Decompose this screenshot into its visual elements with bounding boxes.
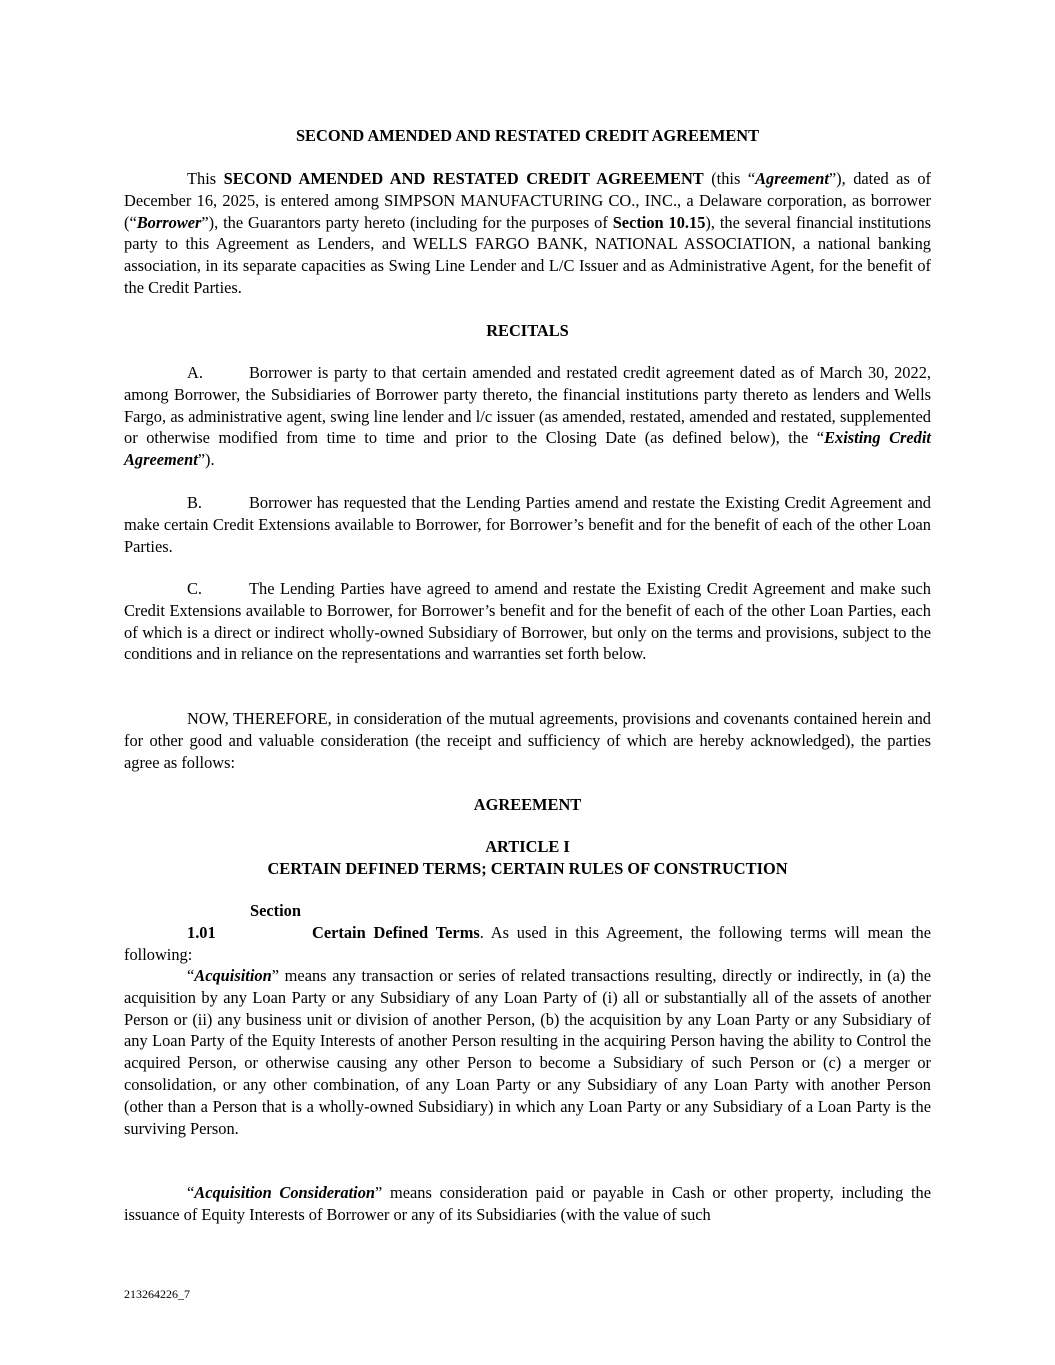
section-1-01 — [124, 900, 931, 965]
recital-a — [124, 362, 931, 471]
recital-c-text: The Lending Parties have agreed to amend and restate the Existing Credit Agreement and make such Credit Extensions available to Borrower, for Borrower’s benefit and for the benefit of each of the other Loan Parties, each of which is a direct or indirect wholly-owned Subsidiary of Borrower, but only on the terms and provisions, subject to the conditions and in reliance on the representations and warranties set forth below. — [124, 579, 931, 664]
intro-text-4: ”), the Guarantors party hereto (including for the purposes of — [201, 212, 613, 232]
article-heading: ARTICLE I — [485, 837, 570, 856]
section-number: Section 1.01 — [187, 901, 301, 942]
recital-b-text: Borrower has requested that the Lending Parties amend and restate the Existing Credit Agreement and make certain Credit Extensions available to Borrower, for Borrower’s benefit and for the benefit of each of the other Loan Parties. — [124, 493, 931, 556]
definition-acquisition-consideration — [124, 1182, 931, 1226]
def-acquisition-term: Acquisition — [194, 966, 272, 985]
recital-a-text: Borrower is party to that certain amended and restated credit agreement dated as of March 30, 2022, among Borrower, the Subsidiaries of Borrower party thereto, the financial institutions party thereto as lenders and Wells Fargo, as administrative agent, swing line lender and l/c issuer (as amended, restated, amended and restated, supplemented or otherwise modified from time to time and prior to the Closing Date (as defined below), the “ — [124, 363, 931, 448]
intro-text-3: ”), dated as of December 16, 2025, is entered among SIMPSON MANUFACTURING CO., INC., a Delaware corporation, as borrower (“ — [124, 169, 931, 232]
section-text: . As used in this Agreement, the following terms will mean the following: — [124, 922, 931, 964]
definition-acquisition — [124, 965, 931, 1139]
intro-defined-borrower: Borrower — [136, 212, 202, 232]
intro-paragraph — [124, 168, 931, 299]
recital-b-label: B. — [187, 493, 203, 512]
def-acq-consideration-text: ” means consideration paid or payable in Cash or other property, including the issuance of Equity Interests of Borrower or any of its Subsidiaries (with the value of such — [124, 1183, 931, 1224]
document-footer-id: 213264226_7 — [124, 1287, 190, 1301]
intro-section-ref: Section 10.15 — [612, 212, 706, 232]
section-title: Certain Defined Terms — [312, 922, 480, 942]
recital-b — [124, 492, 931, 557]
recital-a-closing: ”). — [197, 450, 215, 470]
intro-defined-agreement: Agreement — [755, 169, 829, 188]
def-acq-consideration-open-quote: “ — [187, 1183, 195, 1202]
def-acquisition-text: ” means any transaction or series of related transactions resulting, directly or indirectly, in (a) the acquisition by any Loan Party or any Subsidiary of any Loan Party of (i) all or substantially all of the assets of another Person or (ii) any business unit or division of another Person, (b) the acquisition by any Loan Party or any Subsidiary of any Loan Party of the Equity Interests of another Person resulting in the acquiring Person having the ability to Control the acquired Person, or otherwise causing any other Person to become a Subsidiary of such Person or (c) a merger or consolidation, or any other combination, of any Loan Party or any Subsidiary of any Loan Party with another Person (other than a Person that is a wholly-owned Subsidiary) in which any Loan Party or any Subsidiary of a Loan Party is the surviving Person. — [124, 966, 931, 1138]
intro-agreement-name: SECOND AMENDED AND RESTATED CREDIT AGREEMENT — [223, 169, 704, 188]
now-therefore-paragraph: NOW, THEREFORE, in consideration of the mutual agreements, provisions and covenants contained herein and for other good and valuable consideration (the receipt and sufficiency of which are hereby acknowledged), the parties agree as follows: — [124, 709, 931, 772]
recital-c — [124, 578, 931, 665]
intro-text-1: This — [187, 169, 224, 188]
recitals-heading: RECITALS — [486, 321, 569, 340]
def-acquisition-open-quote: “ — [187, 966, 195, 985]
article-title: CERTAIN DEFINED TERMS; CERTAIN RULES OF CONSTRUCTION — [267, 859, 788, 878]
document-title: SECOND AMENDED AND RESTATED CREDIT AGREEMENT — [295, 126, 760, 145]
agreement-heading: AGREEMENT — [473, 795, 582, 814]
recital-a-label: A. — [187, 363, 203, 382]
recital-a-defined-term: Existing Credit Agreement — [124, 428, 931, 470]
def-acq-consideration-term: Acquisition Consideration — [194, 1183, 376, 1202]
recital-c-label: C. — [187, 579, 203, 598]
intro-text-5: ), the several financial institutions party to this Agreement as Lenders, and WELLS FARGO BANK, NATIONAL ASSOCIATION, a national banking association, in its separate capacities as Swing Line Lender and L/C Issuer and as Administrative Agent, for the benefit of the Credit Parties. — [124, 212, 932, 297]
intro-text-2: (this “ — [703, 169, 756, 188]
